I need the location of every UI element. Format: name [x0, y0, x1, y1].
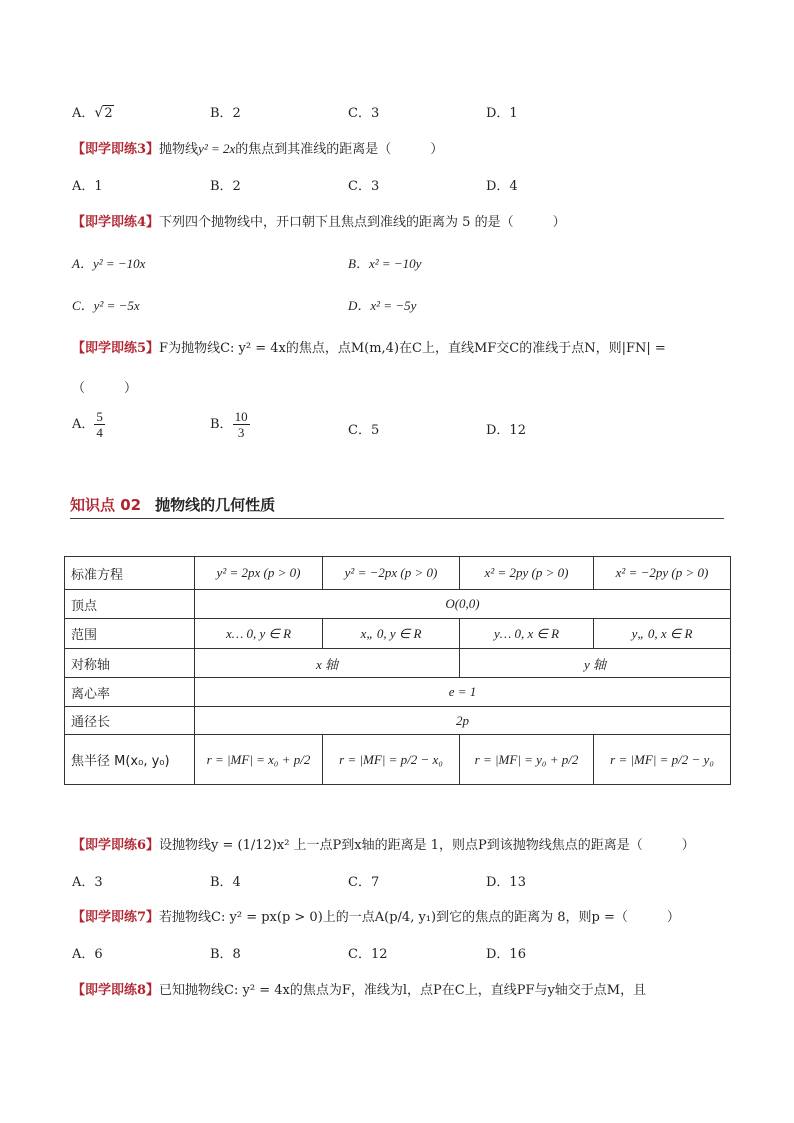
table-row: [65, 590, 731, 619]
parabola-properties-table: [64, 556, 731, 785]
q5-option-b: B． $\frac{10}{3}$: [210, 409, 248, 440]
sqrt-symbol: √2: [94, 105, 113, 121]
row-label: 范围: [65, 619, 195, 649]
q3-tag: 【即学即练3】: [72, 142, 160, 157]
q5-option-c: C．5: [348, 423, 380, 438]
table-cell: r = |MF| = x₀ + p/2: [195, 735, 323, 785]
header-cell: 标准方程: [65, 557, 195, 590]
table-cell: r = |MF| = p/2 − x₀: [323, 735, 460, 785]
fraction: $\frac{5}{4}$: [96, 409, 103, 440]
row-label: 焦半径 M(x₀, y₀): [65, 735, 195, 785]
q7-option-a: A．6: [72, 947, 103, 962]
section-label: 知识点 02: [70, 496, 142, 514]
table-row: [65, 619, 731, 649]
q7-tag: 【即学即练7】: [72, 910, 160, 925]
section-title: 抛物线的几何性质: [155, 496, 276, 514]
q5-tag: 【即学即练5】: [72, 341, 160, 356]
row-label: 顶点: [65, 590, 195, 619]
q2-option-d: D．1: [486, 106, 518, 121]
q7-option-d: D．16: [486, 947, 526, 962]
table-cell: O(0,0): [195, 590, 731, 619]
q6-option-d: D．13: [486, 875, 526, 890]
q6-option-b: B．4: [210, 875, 241, 890]
row-label: 离心率: [65, 678, 195, 707]
table-row: [65, 649, 731, 678]
q6-option-c: C．7: [348, 875, 380, 890]
q6-option-a: A．3: [72, 875, 103, 890]
table-cell: x… 0, y ∈ R: [195, 619, 323, 649]
q7-option-b: B．8: [210, 947, 241, 962]
q6-tag: 【即学即练6】: [72, 838, 160, 853]
q8-stem: 【即学即练8】已知抛物线C: y² = 4x的焦点为F，准线为l，点P在C上，直线PF与y轴交于点M，且: [72, 983, 647, 998]
fraction: $\frac{10}{3}$: [234, 409, 248, 440]
q6-stem: 【即学即练6】设抛物线y = (1/12)x² 上一点P到x轴的距离是 1，则点P到该抛物线焦点的距离是（ ）: [72, 838, 695, 853]
table-cell: y„ 0, x ∈ R: [594, 619, 731, 649]
q5-option-a: A． $\frac{5}{4}$: [72, 409, 103, 440]
row-label: 通径长: [65, 707, 195, 735]
header-cell: y² = 2px (p > 0): [195, 557, 323, 590]
table-row: [65, 707, 731, 735]
q4-option-b: B．x² = −10y: [348, 256, 422, 271]
q4-option-d: D．x² = −5y: [348, 298, 417, 313]
table-cell: y 轴: [460, 649, 731, 678]
q7-option-c: C．12: [348, 947, 388, 962]
table-cell: r = |MF| = p/2 − y₀: [594, 735, 731, 785]
header-cell: x² = −2py (p > 0): [594, 557, 731, 590]
q4-stem: 【即学即练4】下列四个抛物线中，开口朝下且焦点到准线的距离为 5 的是（ ）: [72, 215, 566, 230]
section-heading: [70, 494, 724, 519]
q5-option-d: D．12: [486, 423, 526, 438]
q4-option-c: C．y² = −5x: [72, 298, 140, 313]
q3-option-b: B．2: [210, 179, 241, 194]
table-cell: r = |MF| = y₀ + p/2: [460, 735, 594, 785]
table-cell: e = 1: [195, 678, 731, 707]
row-label: 对称轴: [65, 649, 195, 678]
table-row: [65, 557, 731, 590]
table-cell: x„ 0, y ∈ R: [323, 619, 460, 649]
header-cell: x² = 2py (p > 0): [460, 557, 594, 590]
table-cell: y… 0, x ∈ R: [460, 619, 594, 649]
table-row: [65, 678, 731, 707]
q5-paren: （ ）: [72, 381, 138, 396]
q3-stem: 【即学即练3】抛物线y² = 2x的焦点到其准线的距离是（ ）: [72, 141, 444, 157]
q5-stem: 【即学即练5】F为抛物线C: y² = 4x的焦点，点M(m,4)在C上，直线MF交C的准线于点N，则|FN| =: [72, 341, 666, 356]
q3-option-d: D．4: [486, 179, 518, 194]
q8-tag: 【即学即练8】: [72, 983, 160, 998]
header-cell: y² = −2px (p > 0): [323, 557, 460, 590]
q7-stem: 【即学即练7】若抛物线C: y² = px(p > 0)上的一点A(p/4, y₁)到它的焦点的距离为 8，则p =（ ）: [72, 910, 680, 925]
table-cell: x 轴: [195, 649, 460, 678]
q4-tag: 【即学即练4】: [72, 215, 160, 230]
table-row: [65, 735, 731, 785]
q2-option-b: B．2: [210, 106, 241, 121]
q3-option-c: C．3: [348, 179, 380, 194]
q2-option-c: C．3: [348, 106, 380, 121]
q3-option-a: A．1: [72, 179, 103, 194]
table-cell: 2p: [195, 707, 731, 735]
q2-option-a: A．√2: [72, 105, 113, 121]
q4-option-a: A．y² = −10x: [72, 256, 146, 271]
